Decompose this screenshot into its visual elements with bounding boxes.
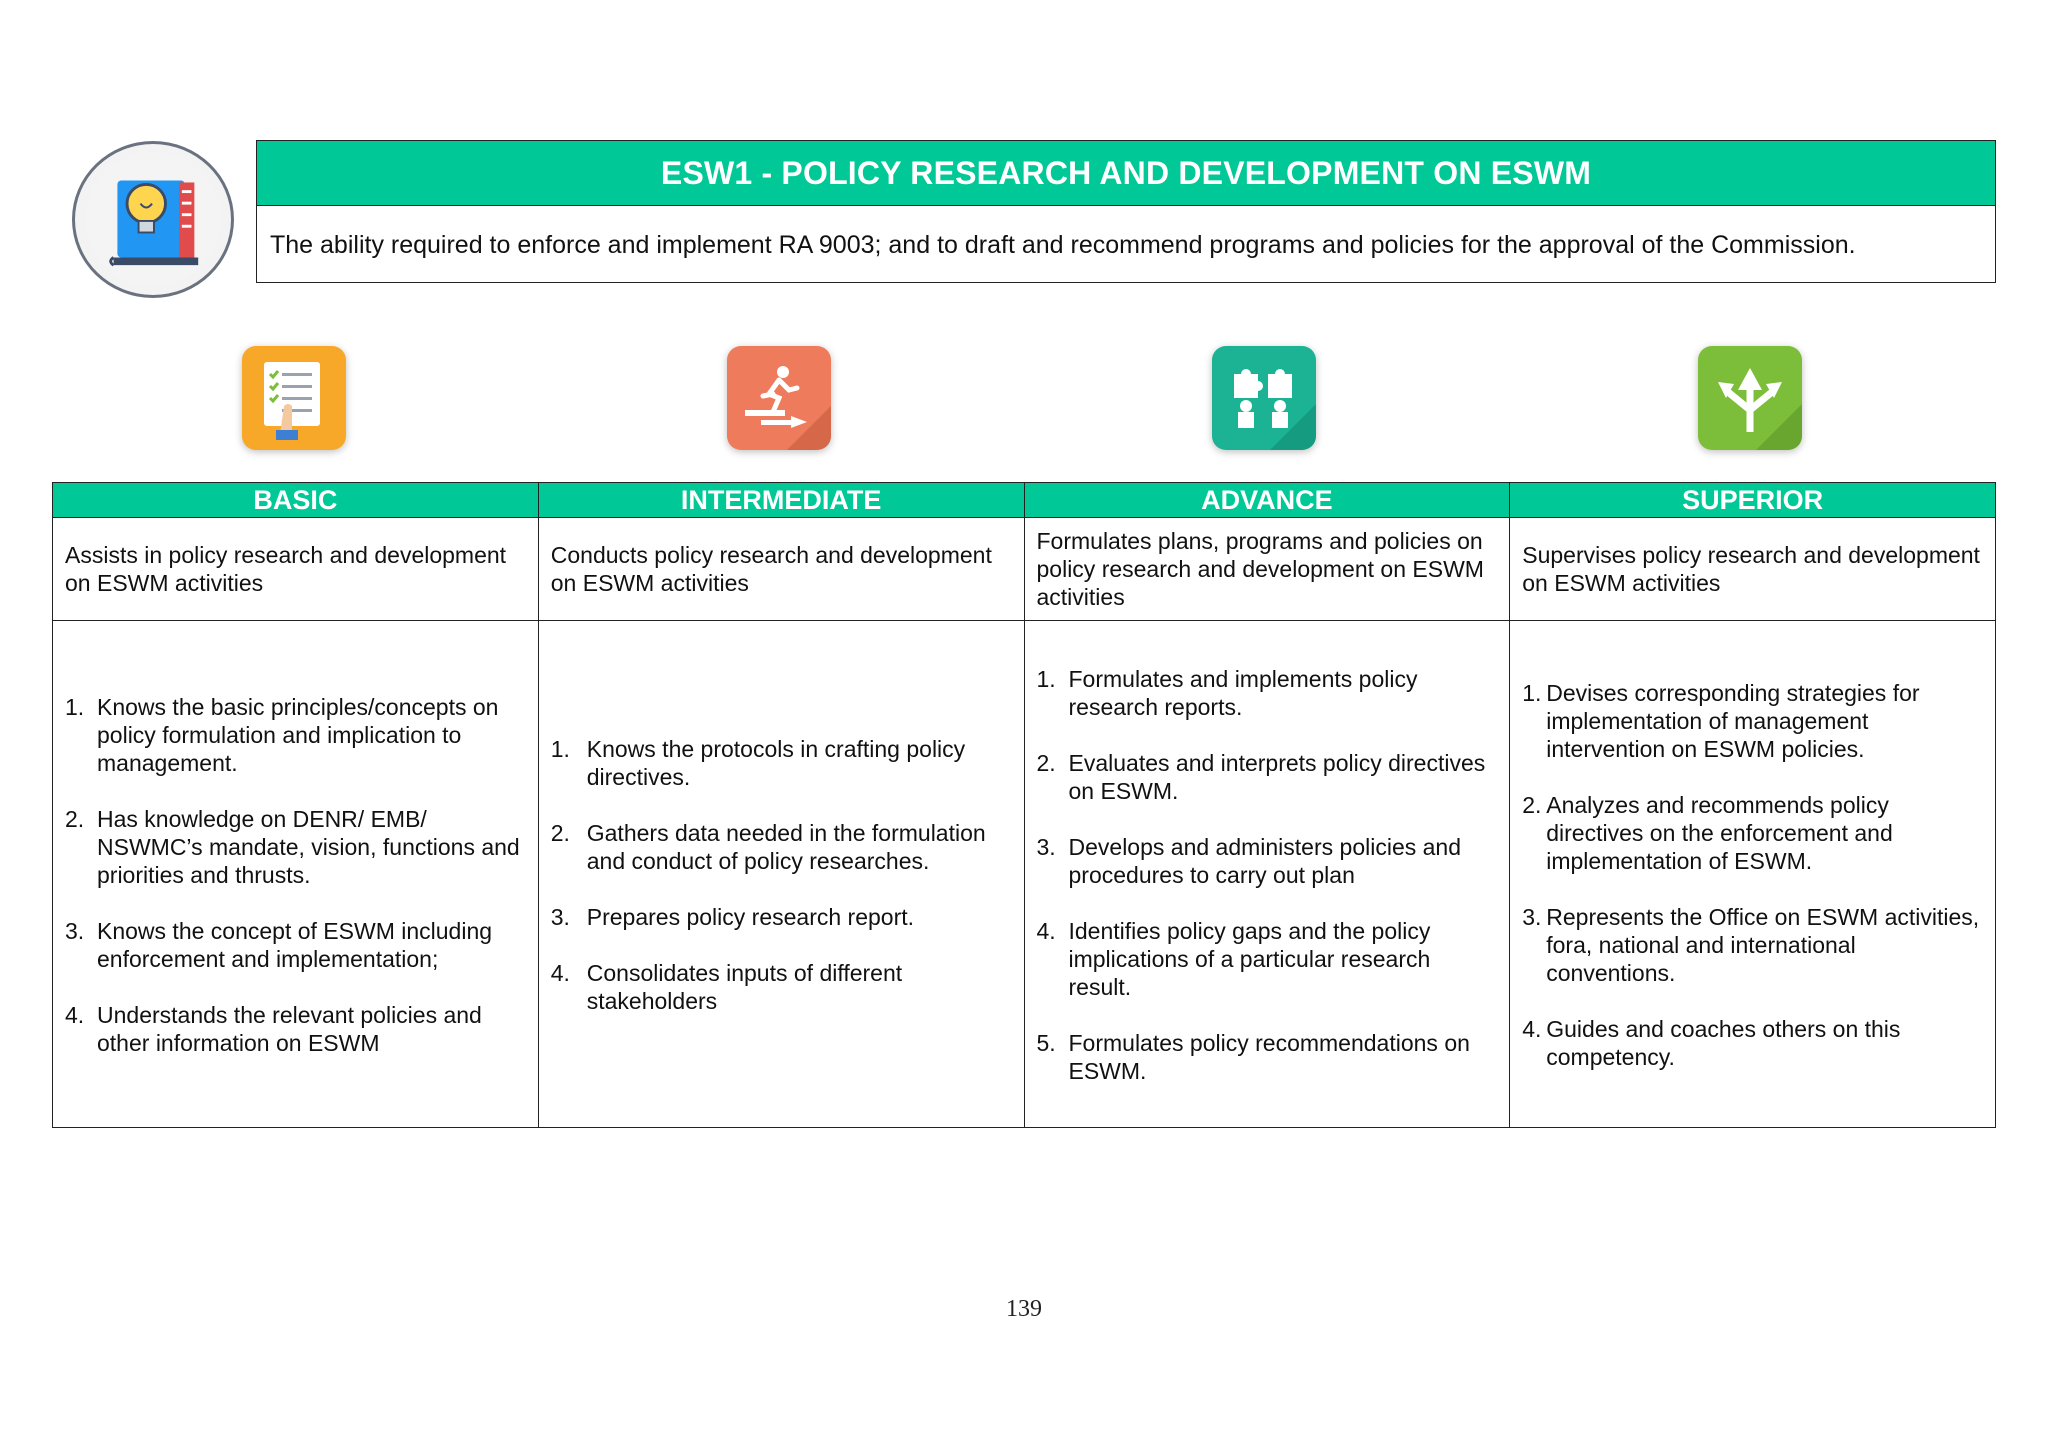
indicator-row bbox=[53, 621, 1996, 1128]
list-item bbox=[551, 735, 1012, 791]
item-text: Represents the Office on ESWM activities, fora, national and international conventions. bbox=[1546, 904, 1980, 986]
item-text: Consolidates inputs of different stakeholders bbox=[586, 960, 903, 1014]
item-number: 1. bbox=[550, 736, 570, 762]
definition-advance: Formulates plans, programs and policies on policy research and development on ESWM activities bbox=[1024, 518, 1510, 621]
item-text: Understands the relevant policies and other information on ESWM bbox=[97, 1002, 482, 1056]
item-text: Evaluates and interprets policy directives on ESWM. bbox=[1068, 750, 1486, 804]
list-item bbox=[1037, 917, 1498, 1001]
item-number: 4. bbox=[550, 960, 570, 986]
list-item bbox=[1037, 665, 1498, 721]
puzzle-people-icon bbox=[1204, 340, 1324, 460]
lightbulb-book-icon bbox=[72, 141, 234, 298]
level-header-advance: ADVANCE bbox=[1024, 483, 1510, 518]
proficiency-levels-table bbox=[52, 482, 1996, 1128]
list-item bbox=[1037, 833, 1498, 889]
level-header-intermediate: INTERMEDIATE bbox=[538, 483, 1024, 518]
item-text: Analyzes and recommends policy directives on the enforcement and implementation of ESWM. bbox=[1546, 792, 1893, 874]
competency-description: The ability required to enforce and implement RA 9003; and to draft and recommend programs and policies for the approval of the Commission. bbox=[270, 230, 1856, 259]
item-text: Develops and administers policies and procedures to carry out plan bbox=[1068, 834, 1461, 888]
list-item bbox=[1522, 679, 1983, 763]
item-text: Prepares policy research report. bbox=[586, 904, 915, 930]
item-text: Guides and coaches others on this competency. bbox=[1546, 1016, 1901, 1070]
list-item bbox=[551, 959, 1012, 1015]
running-person-arrow-icon bbox=[719, 340, 839, 460]
level-header-row bbox=[53, 483, 1996, 518]
item-number: 4. bbox=[1036, 918, 1056, 944]
item-number: 4. bbox=[65, 1002, 85, 1028]
indicators-intermediate bbox=[538, 621, 1024, 1128]
definition-superior: Supervises policy research and development on ESWM activities bbox=[1510, 518, 1996, 621]
list-item bbox=[1037, 1029, 1498, 1085]
page-number: 139 bbox=[1006, 1296, 1042, 1322]
definition-intermediate: Conducts policy research and development on ESWM activities bbox=[538, 518, 1024, 621]
competency-title: ESW1 - POLICY RESEARCH AND DEVELOPMENT ON ESWM bbox=[257, 141, 1995, 206]
item-number: 3. bbox=[550, 904, 570, 930]
list-item bbox=[65, 1001, 526, 1057]
item-number: 2. bbox=[1036, 750, 1056, 776]
item-number: 1. bbox=[65, 694, 85, 720]
indicators-basic bbox=[53, 621, 539, 1128]
item-number: 3. bbox=[1036, 834, 1056, 860]
item-number: 1. bbox=[1522, 680, 1542, 706]
definition-basic: Assists in policy research and development on ESWM activities bbox=[53, 518, 539, 621]
item-number: 1. bbox=[1036, 666, 1056, 692]
item-text: Knows the concept of ESWM including enforcement and implementation; bbox=[97, 918, 493, 972]
item-number: 3. bbox=[65, 918, 85, 944]
list-item bbox=[1522, 791, 1983, 875]
item-text: Knows the basic principles/concepts on policy formulation and implication to management. bbox=[97, 694, 499, 776]
item-text: Knows the protocols in crafting policy directives. bbox=[586, 736, 966, 790]
competency-header bbox=[256, 140, 1996, 283]
indicators-advance bbox=[1024, 621, 1510, 1128]
item-number: 5. bbox=[1036, 1030, 1056, 1056]
list-item bbox=[65, 693, 526, 777]
list-item bbox=[1522, 903, 1983, 987]
level-header-basic: BASIC bbox=[53, 483, 539, 518]
item-text: Formulates policy recommendations on ESWM. bbox=[1068, 1030, 1470, 1084]
list-item bbox=[65, 805, 526, 889]
item-text: Devises corresponding strategies for implementation of management intervention on ESWM policies. bbox=[1546, 680, 1920, 762]
item-number: 2. bbox=[1522, 792, 1542, 818]
indicators-superior bbox=[1510, 621, 1996, 1128]
level-header-superior: SUPERIOR bbox=[1510, 483, 1996, 518]
item-number: 2. bbox=[550, 820, 570, 846]
item-text: Gathers data needed in the formulation and conduct of policy researches. bbox=[586, 820, 986, 874]
checklist-hand-icon bbox=[234, 340, 354, 460]
list-item bbox=[1522, 1015, 1983, 1071]
item-number: 2. bbox=[65, 806, 85, 832]
branching-arrows-icon bbox=[1690, 340, 1810, 460]
item-number: 4. bbox=[1522, 1016, 1542, 1042]
list-item bbox=[1037, 749, 1498, 805]
list-item bbox=[65, 917, 526, 973]
item-number: 3. bbox=[1522, 904, 1542, 930]
item-text: Identifies policy gaps and the policy implications of a particular research result. bbox=[1068, 918, 1431, 1000]
list-item bbox=[551, 819, 1012, 875]
definition-row bbox=[53, 518, 1996, 621]
item-text: Formulates and implements policy research reports. bbox=[1068, 666, 1418, 720]
item-text: Has knowledge on DENR/ EMB/ NSWMC’s mandate, vision, functions and priorities and thrusts. bbox=[97, 806, 520, 888]
list-item bbox=[551, 903, 1012, 931]
